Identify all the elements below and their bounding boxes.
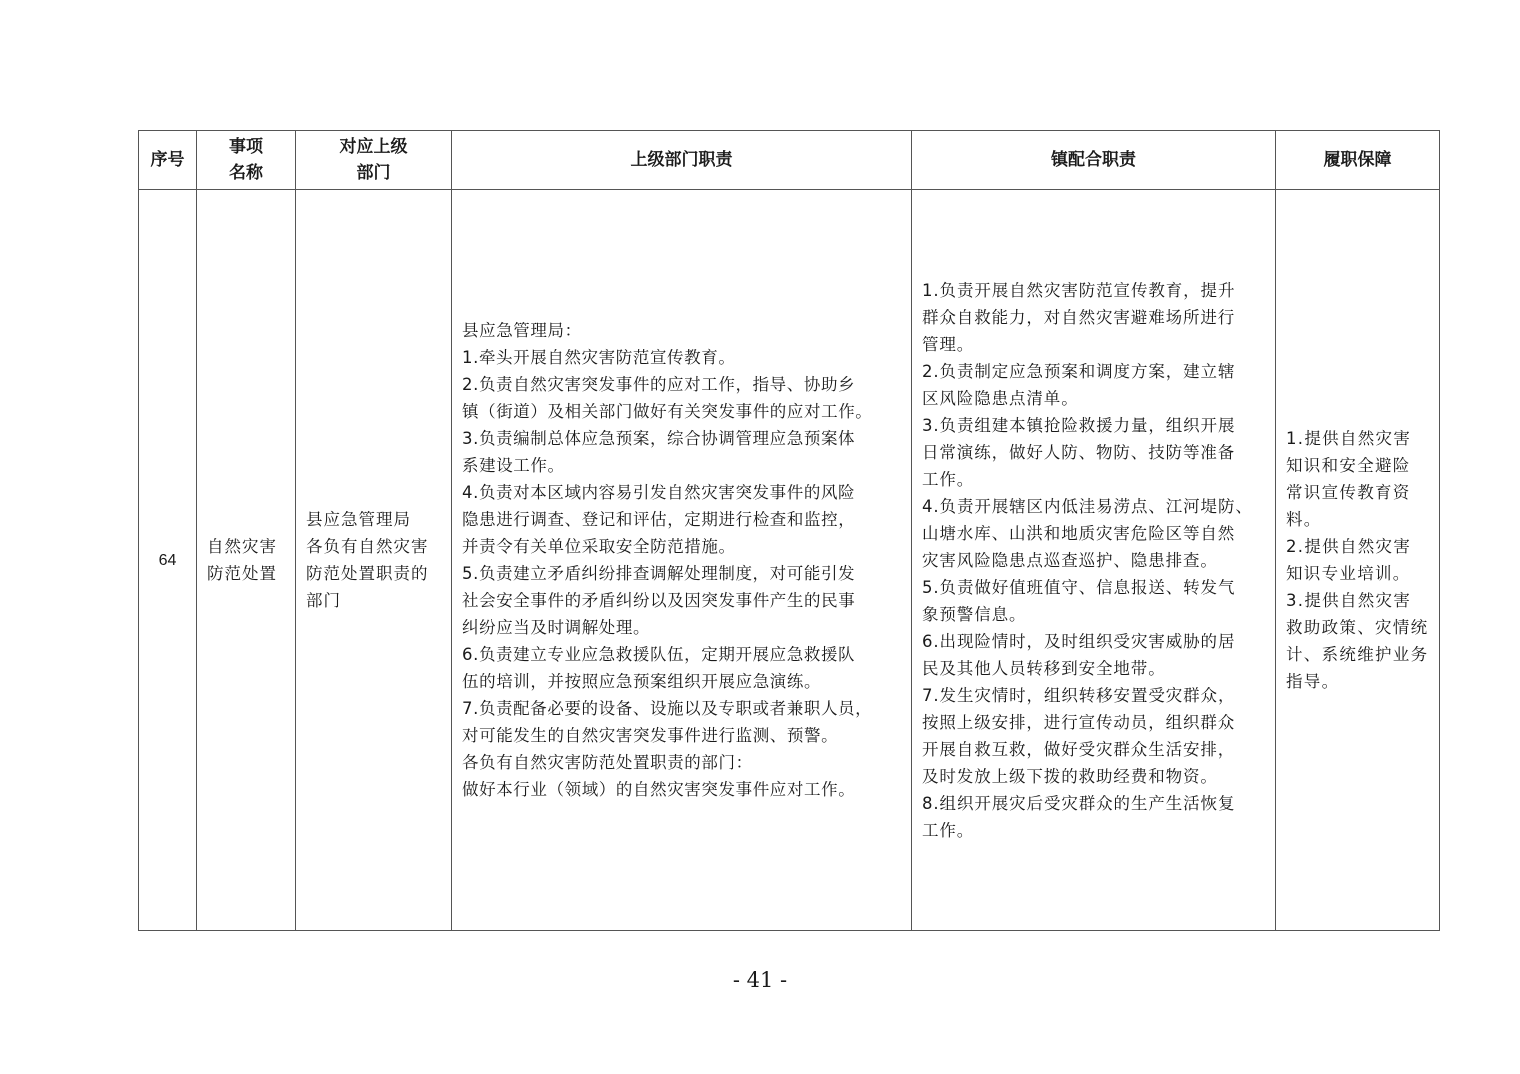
cell-line: 各负有自然灾害防范处置职责的部门： (462, 753, 753, 772)
page-number: - 41 - (732, 968, 788, 992)
header-town-duties: 镇配合职责 (912, 131, 1276, 190)
cell-line: 3.负责组建本镇抢险救援力量，组织开展 (922, 415, 1236, 435)
cell-line: 防范处置 (207, 564, 277, 583)
cell-line: 隐患进行调查、登记和评估，定期进行检查和监控， (462, 510, 856, 529)
duty-table (138, 130, 1440, 931)
header-item-name-line: 事项 (229, 137, 263, 157)
cell-line: 8.组织开展灾后受灾群众的生产生活恢复 (922, 793, 1236, 813)
cell-line: 民及其他人员转移到安全地带。 (922, 658, 1166, 678)
cell-line: 县应急管理局： (462, 321, 582, 340)
cell-line: 知识专业培训。 (1286, 564, 1411, 583)
cell-line: 工作。 (922, 469, 975, 489)
cell-line: 做好本行业（领域）的自然灾害突发事件应对工作。 (462, 780, 856, 799)
cell-line: 6.负责建立专业应急救援队伍，定期开展应急救援队 (462, 645, 856, 664)
cell-line: 管理。 (922, 334, 975, 354)
cell-line: 3.提供自然灾害 (1286, 591, 1412, 610)
cell-line: 纠纷应当及时调解处理。 (462, 618, 651, 637)
cell-no: 64 (139, 190, 197, 931)
cell-line: 2.负责制定应急预案和调度方案，建立辖 (922, 361, 1236, 381)
cell-guarantee (1276, 190, 1440, 931)
cell-line: 自然灾害 (207, 537, 277, 556)
cell-line: 救助政策、灾情统 (1286, 618, 1429, 637)
cell-line: 象预警信息。 (922, 604, 1027, 624)
cell-upper-dept (296, 190, 452, 931)
cell-line: 7.负责配备必要的设备、设施以及专职或者兼职人员， (462, 699, 873, 718)
cell-line: 对可能发生的自然灾害突发事件进行监测、预警。 (462, 726, 839, 745)
header-no: 序号 (139, 131, 197, 190)
cell-line: 1.负责开展自然灾害防范宣传教育，提升 (922, 280, 1236, 300)
header-upper-dept-line: 对应上级 (339, 137, 408, 157)
cell-line: 常识宣传教育资 (1286, 483, 1411, 502)
cell-line: 山塘水库、山洪和地质灾害危险区等自然 (922, 523, 1236, 543)
table-row (139, 190, 1440, 931)
cell-line: 按照上级安排，进行宣传动员，组织群众 (922, 712, 1236, 732)
header-upper-duties: 上级部门职责 (452, 131, 912, 190)
header-upper-dept (296, 131, 452, 190)
cell-line: 开展自救互救，做好受灾群众生活安排， (922, 739, 1236, 759)
cell-line: 系建设工作。 (462, 456, 565, 475)
cell-line: 工作。 (922, 820, 975, 840)
cell-item-name (197, 190, 296, 931)
cell-line: 及时发放上级下拨的救助经费和物资。 (922, 766, 1218, 786)
cell-line: 防范处置职责的 (306, 564, 429, 583)
header-item-name (197, 131, 296, 190)
header-upper-dept-line: 部门 (356, 163, 391, 183)
cell-line: 2.负责自然灾害突发事件的应对工作，指导、协助乡 (462, 375, 856, 394)
cell-line: 4.负责对本区域内容易引发自然灾害突发事件的风险 (462, 483, 856, 502)
cell-upper-duties (452, 190, 912, 931)
cell-line: 部门 (306, 591, 341, 610)
cell-line: 日常演练，做好人防、物防、技防等准备 (922, 442, 1236, 462)
header-item-name-line: 名称 (229, 163, 263, 183)
cell-line: 灾害风险隐患点巡查巡护、隐患排查。 (922, 550, 1218, 570)
cell-line: 4.负责开展辖区内低洼易涝点、江河堤防、 (922, 496, 1253, 516)
cell-line: 指导。 (1286, 672, 1340, 691)
cell-line: 计、系统维护业务 (1286, 645, 1429, 664)
cell-line: 1.提供自然灾害 (1286, 429, 1412, 448)
cell-line: 镇（街道）及相关部门做好有关突发事件的应对工作。 (462, 402, 873, 421)
cell-line: 各负有自然灾害 (306, 537, 429, 556)
cell-line: 并责令有关单位采取安全防范措施。 (462, 537, 736, 556)
cell-line: 群众自救能力，对自然灾害避难场所进行 (922, 307, 1236, 327)
cell-line: 料。 (1286, 510, 1322, 529)
cell-line: 伍的培训，并按照应急预案组织开展应急演练。 (462, 672, 822, 691)
cell-line: 7.发生灾情时，组织转移安置受灾群众， (922, 685, 1236, 705)
header-guarantee: 履职保障 (1276, 131, 1440, 190)
cell-line: 2.提供自然灾害 (1286, 537, 1412, 556)
table-header-row (139, 131, 1440, 190)
cell-line: 6.出现险情时，及时组织受灾害威胁的居 (922, 631, 1236, 651)
cell-line: 5.负责建立矛盾纠纷排查调解处理制度，对可能引发 (462, 564, 856, 583)
cell-line: 1.牵头开展自然灾害防范宣传教育。 (462, 348, 736, 367)
cell-line: 社会安全事件的矛盾纠纷以及因突发事件产生的民事 (462, 591, 856, 610)
cell-line: 县应急管理局 (306, 510, 411, 529)
cell-line: 3.负责编制总体应急预案，综合协调管理应急预案体 (462, 429, 856, 448)
cell-line: 5.负责做好值班值守、信息报送、转发气 (922, 577, 1236, 597)
cell-line: 知识和安全避险 (1286, 456, 1411, 475)
cell-town-duties (912, 190, 1276, 931)
cell-line: 区风险隐患点清单。 (922, 388, 1079, 408)
